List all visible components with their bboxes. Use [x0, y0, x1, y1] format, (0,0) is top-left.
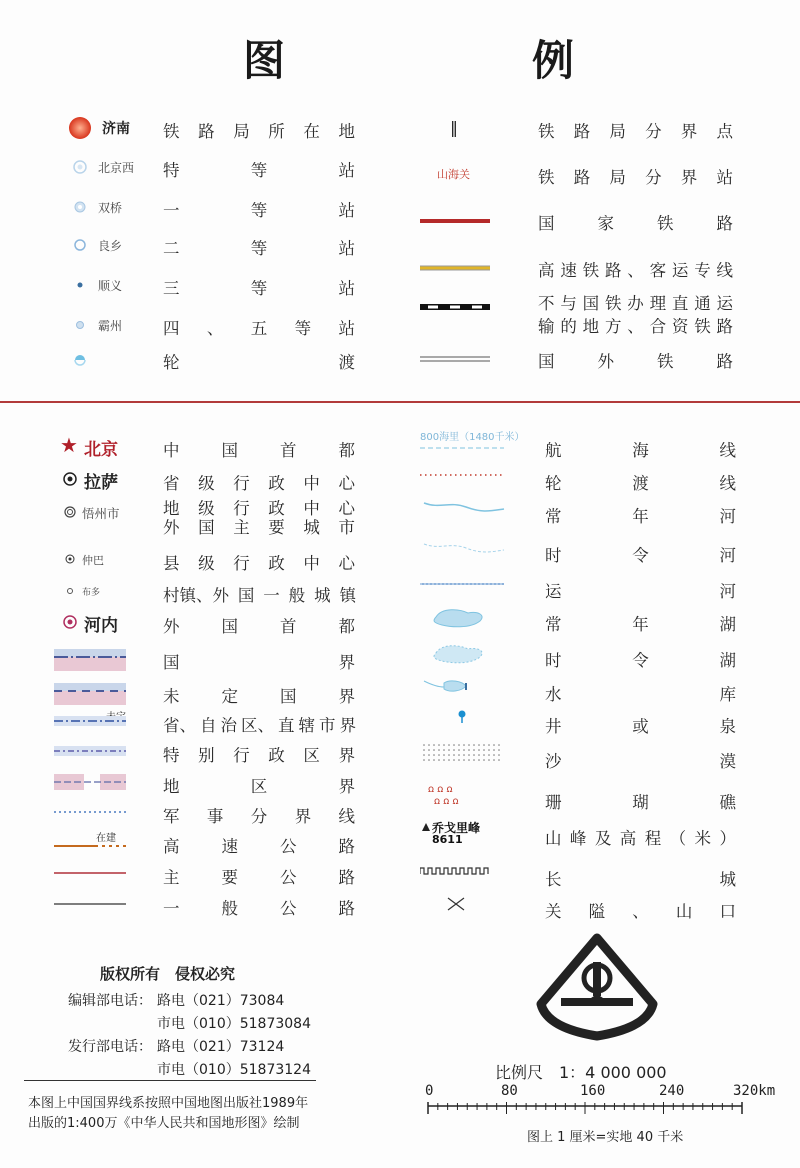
prefecture-icon: [60, 501, 134, 531]
legend-label: 不 与 国 铁 办 理 直 通 运 输 的 地 方 、 合 资 铁 路: [538, 294, 734, 336]
legend-label: 中 国 首 都: [163, 441, 356, 460]
legend-label: 长 城: [545, 870, 737, 889]
place-name: 布多: [82, 588, 101, 598]
seasonal-river-icon: [420, 536, 508, 564]
legend-label: 特 等 站: [163, 161, 356, 180]
foreign-rail-icon: [420, 348, 492, 374]
note-rule: [24, 1080, 316, 1081]
legend-label: 未 定 国 界: [163, 687, 356, 706]
legend-label: 外 国 首 都: [163, 617, 356, 636]
region-border-icon: [54, 771, 128, 801]
shipping-distance: 800海里（1480千米）: [420, 432, 525, 443]
legend-label: 铁 路 局 所 在 地: [163, 122, 356, 141]
provincial-icon: [60, 468, 134, 498]
legend-label: 国 外 铁 路: [538, 352, 734, 371]
high-speed-icon: [420, 257, 492, 283]
scale-caption: 图上 1 厘米=实地 40 千米: [527, 1130, 684, 1145]
legend-label: 关 隘 、 山 口: [545, 902, 737, 921]
peak-icon: [420, 819, 508, 847]
legend-label: 珊 瑚 礁: [545, 793, 737, 812]
legend-title-right: 例: [532, 36, 575, 85]
joint-rail-icon: [420, 296, 492, 322]
legend-label: 铁 路 局 分 界 站: [538, 168, 734, 187]
section-divider: [0, 401, 800, 403]
place-name: 在建: [96, 833, 116, 844]
legend-label: 铁 路 局 分 界 点: [538, 122, 734, 141]
edit-phone-label: 编辑部电话：: [68, 993, 152, 1009]
boundary-point-icon: ‖: [450, 118, 458, 137]
special-station-icon: [68, 155, 135, 183]
legend-label: 高 速 公 路: [163, 837, 356, 856]
national-border-icon: [54, 647, 128, 677]
pass-icon: [420, 892, 508, 920]
second-station-icon: [68, 233, 123, 261]
scale-tick-label: 320km: [733, 1083, 776, 1099]
capital-icon: [60, 435, 134, 465]
issue-phone-line1: 路电（021）73124: [157, 1039, 285, 1055]
scale-tick-label: 240: [659, 1083, 685, 1099]
legend-label: 时 令 湖: [545, 651, 737, 670]
legend-label: 四 、 五 等 站: [163, 319, 356, 338]
ordinary-road-icon: [54, 893, 128, 923]
main-road-icon: [54, 862, 128, 892]
legend-label: 村镇、外 国 一 般 城 镇: [163, 586, 356, 605]
edit-phone-line1: 路电（021）73084: [157, 993, 285, 1009]
legend-label: 一 般 公 路: [163, 899, 356, 918]
legend-label: 常 年 湖: [545, 615, 737, 634]
ferry-line-icon: [420, 464, 508, 492]
svg-text:ꭥ ꭥ ꭥ: ꭥ ꭥ ꭥ: [428, 784, 453, 795]
legend-label: 省、 自 治 区、 直 辖 市 界: [163, 716, 356, 735]
river-icon: [420, 497, 508, 525]
peak-name: 乔戈里峰: [432, 821, 481, 835]
third-station-icon: [68, 273, 123, 301]
scale-label: 比例尺 1：4 000 000: [495, 1063, 667, 1082]
railway-logo-icon: [535, 932, 660, 1042]
well-icon: [420, 707, 508, 735]
great-wall-icon: [420, 860, 508, 888]
svg-text:★: ★: [60, 435, 78, 457]
lake-icon: [420, 605, 508, 633]
legend-label: 水 库: [545, 685, 737, 704]
station-name: 北京西: [98, 161, 135, 175]
fourth-station-icon: [68, 313, 123, 341]
place-name: 河内: [84, 616, 118, 636]
jinan-station-icon: [68, 116, 130, 144]
county-icon: [60, 548, 134, 578]
national-rail-icon: [420, 210, 492, 236]
border-note-line2: 出版的1:400万《中华人民共和国地形图》绘制: [28, 1116, 300, 1131]
legend-label: 常 年 河: [545, 507, 737, 526]
legend-label: 国 界: [163, 653, 356, 672]
issue-phone-label: 发行部电话：: [68, 1039, 152, 1055]
legend-label: 二 等 站: [163, 239, 356, 258]
issue-phone-line2: 市电（010）51873124: [157, 1062, 311, 1078]
peak-elevation: 8611: [432, 833, 463, 846]
legend-label: 轮 渡 线: [545, 474, 737, 493]
legend-label: 主 要 公 路: [163, 868, 356, 887]
village-icon: [60, 580, 134, 610]
canal-icon: [420, 572, 508, 600]
legend-label: 井 或 泉: [545, 717, 737, 736]
legend-label: 轮 渡: [163, 353, 356, 372]
svg-text:ꭥ ꭥ ꭥ: ꭥ ꭥ ꭥ: [434, 796, 459, 807]
legend-label: 地 区 界: [163, 777, 356, 796]
scale-tick-label: 80: [501, 1083, 518, 1099]
border-note-line1: 本图上中国国界线系按照中国地图出版社1989年: [28, 1096, 309, 1111]
station-name: 济南: [102, 121, 130, 137]
military-line-icon: [54, 801, 128, 831]
copyright-title: 版权所有 侵权必究: [100, 965, 236, 983]
scale-bar: [425, 1100, 745, 1116]
legend-label: 航 海 线: [545, 441, 737, 460]
legend-label: 县 级 行 政 中 心: [163, 554, 356, 573]
place-name: 拉萨: [84, 473, 118, 493]
legend-label: 山 峰 及 高 程 （ 米 ）: [545, 829, 737, 848]
legend-title-left: 图: [243, 36, 286, 85]
legend-label: 三 等 站: [163, 279, 356, 298]
seasonal-lake-icon: [420, 641, 508, 669]
expressway-icon: [54, 831, 128, 861]
ferry-station-icon: [68, 347, 92, 375]
foreign-capital-icon: [60, 611, 134, 641]
undefined-border-icon: [54, 681, 128, 711]
place-name: 北京: [84, 440, 118, 460]
legend-label: 地 级 行 政 中 心 外 国 主 要 城 市: [163, 499, 356, 537]
station-name: 霸州: [98, 319, 123, 333]
legend-label: 运 河: [545, 582, 737, 601]
station-name: 双桥: [98, 201, 123, 215]
legend-label: 特 别 行 政 区 界: [163, 746, 356, 765]
provincial-border-icon: [54, 710, 128, 740]
station-name: 顺义: [98, 279, 123, 293]
shipping-icon: [420, 431, 525, 459]
legend-label: 时 令 河: [545, 546, 737, 565]
legend-label: 一 等 站: [163, 201, 356, 220]
legend-label: 国 家 铁 路: [538, 214, 734, 233]
legend-label: 沙 漠: [545, 752, 737, 771]
place-name: 悟州市: [82, 506, 120, 521]
edit-phone-line2: 市电（010）51873084: [157, 1016, 311, 1032]
legend-label: 省 级 行 政 中 心: [163, 474, 356, 493]
desert-icon: [420, 742, 508, 768]
reservoir-icon: [420, 675, 508, 703]
first-station-icon: [68, 195, 123, 223]
scale-tick-label: 160: [580, 1083, 606, 1099]
scale-tick-label: 0: [425, 1083, 434, 1099]
station-name: 良乡: [98, 239, 123, 253]
coral-icon: [420, 783, 508, 813]
place-name: 仲巴: [82, 554, 104, 567]
boundary-station-name: 山海关: [437, 168, 470, 181]
legend-label: 军 事 分 界 线: [163, 807, 356, 826]
sar-border-icon: [54, 740, 128, 770]
legend-label: 高 速 铁 路 、 客 运 专 线: [538, 261, 734, 280]
